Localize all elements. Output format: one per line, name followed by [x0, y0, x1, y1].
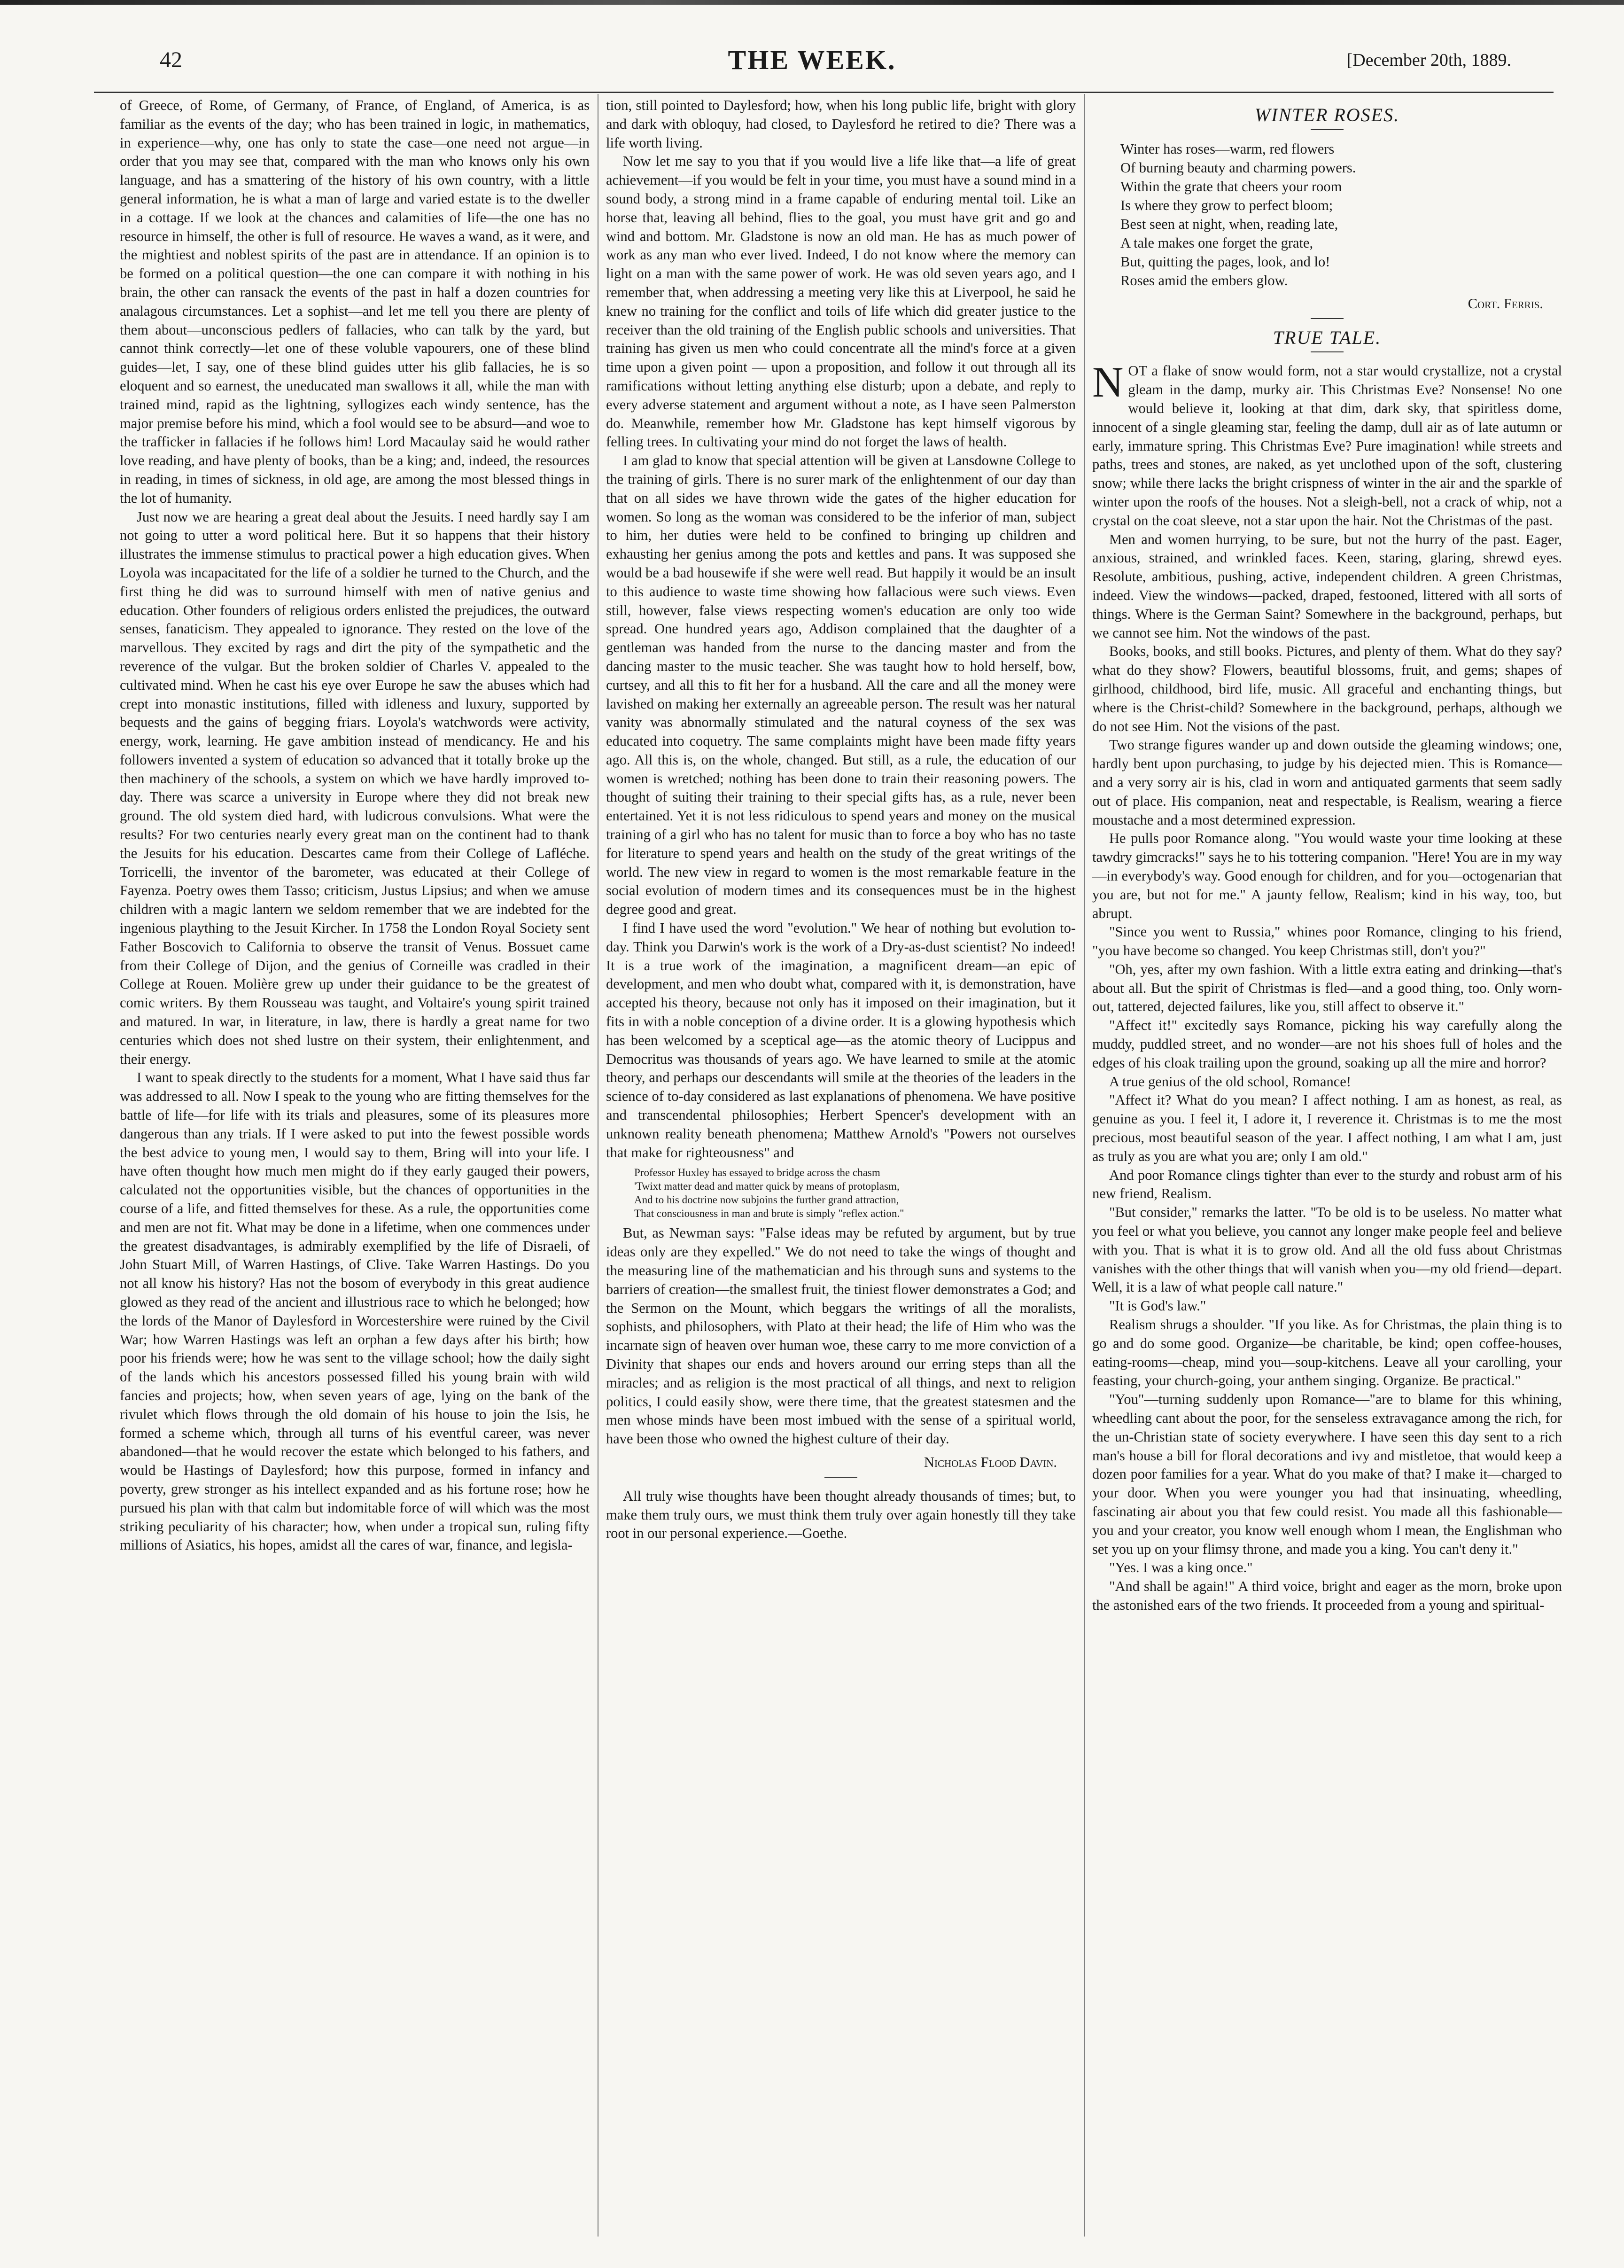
top-border: [0, 0, 1624, 5]
poem-line: Is where they grow to perfect bloom;: [1120, 197, 1333, 213]
paragraph: Realism shrugs a shoulder. "If you like. As for Christmas, the plain thing is to go and do some good. Organize—be charitable, be kind; open coffee-houses, eating-rooms—cheap, mind you—soup-kitchens. Leave all your carolling, your feasting, your church-going, your anthem singing. Organize. Be practical.": [1092, 1317, 1562, 1389]
paragraph: Just now we are hearing a great deal about the Jesuits. I need hardly say I am not going to utter a word political here. But it so happens that their history illustrates the immense stimulus to practical power a high education gives. When Loyola was incapacitated for the life of a soldier he turned to the Church, and the first thing he did was to surround himself with men of native genius and education. Other founders of religious orders enlisted the prejudices, the outward senses, fanaticism. They appealed to ignorance. They rested on the love of the marvellous. They excited by rags and dirt the pity of the sympathetic and the reverence of the vulgar. But the broken soldier of Charles V. appealed to the cultivated mind. When he cast his eye over Europe he saw the abuses which had crept into monastic institutions, filled with idleness and luxury, supported by bequests and the gains of begging friars. Loyola's watchwords were activity, energy, work, learning. He gave ambition instead of mendicancy. He and his followers invented a system of education so advanced that it totally broke up the then machinery of the schools, a system on which we have hardly improved to-day. There was scarce a university in Europe where they did not break new ground. The old system died hard, with ludicrous convulsions. What were the results? For two centuries nearly every great man on the continent had to thank the Jesuits for his education. Descartes came from their College of Lafléche. Torricelli, the inventor of the barometer, was educated at their College of Fayenza. Poetry owes them Tasso; criticism, Justus Lipsius; and when we amuse children with a magic lantern we seldom remember that we are indebted for the ingenious plaything to the Jesuit Kircher. In 1758 the London Royal Society sent Father Boscovich to California to observe the transit of Venus. Bossuet came from their College of Dijon, and the genius of Corneille was cradled in their College at Rouen. Molière grew up under their guidance to be the greatest of comic writers. By them Rousseau was taught, and Voltaire's young spirit trained and matured. In war, in literature, in law, there is hardly a great name for two centuries which does not shed lustre on their system, their enlightenment, and their energy.: [120, 508, 590, 1067]
paragraph: And poor Romance clings tighter than ever to the sturdy and robust arm of his new friend, Realism.: [1092, 1167, 1562, 1202]
verse-line: Professor Huxley has essayed to bridge across the chasm: [634, 1167, 880, 1179]
paragraph: Men and women hurrying, to be sure, but not the hurry of the past. Eager, anxious, strained, and wrinkled faces. Keen, staring, glaring, shrewd eyes. Resolute, ambitious, pushing, active, independent children. A green Christmas, indeed. View the windows—packed, draped, festooned, littered with all sorts of things. Where is the German Saint? Somewhere in the background, perhaps, but we cannot see him. Not the windows of the past.: [1092, 531, 1562, 641]
paragraph-text: OT a flake of snow would form, not a star would crystallize, not a crystal gleam in the damp, murky air. This Christmas Eve? Nonsense! No one would believe it, looking at that dim, dark sky, that spiritless dome, innocent of a single gleaming star, feeling the damp, dull air as of late autumn or early, immature spring. This Christmas Eve? Pure imagination! while streets and paths, trees and stones, are naked, as yet unclothed upon of the soft, clustering snow; while there lacks the bright crispness of winter in the air and the sparkle of winter upon the roofs of the houses. Not a sleigh-bell, not a crack of whip, not a crystal on the coat sleeve, not a star upon the hair. Not the Christmas of the past.: [1092, 363, 1562, 529]
poem-line: Roses amid the embers glow.: [1120, 272, 1288, 288]
poem-title: WINTER ROSES.: [1254, 104, 1400, 125]
section-divider: [1311, 318, 1344, 319]
paragraph: I am glad to know that special attention will be given at Lansdowne College to the training of girls. There is no surer mark of the enlightenment of our day than that on all sides we have thrown wide the gates of the higher education for women. So long as the woman was considered to be the inferior of man, subject to him, her duties were held to be confined to bringing up children and exhausting her genius among the pots and kettles and pans. It was supposed she would be a bad housewife if she were well read. But happily it would be an insult to this audience to waste time showing how fallacious were such views. Even still, however, false views respecting women's education are only too wide spread. One hundred years ago, Addison complained that the daughter of a gentleman was handed from the nurse to the dancing master and from the dancing master to the music teacher. She was taught how to hold herself, bow, curtsey, and all this to fit her for a husband. All the care and all the money were lavished on making her externally an agreeable person. The result was her natural vanity was abnormally stimulated and the natural coyness of the sex was educated into coquetry. The same complaints might have been made fifty years ago. All this is, on the whole, changed. But still, as a rule, the education of our women is wretched; nothing has been done to train their reasoning powers. The thought of suiting their training to their special gifts has, as a rule, never been entertained. Yet it is not less ridiculous to spend years and money on the musical training of a girl who has no talent for music than to force a boy who has no taste for literature to spend years and health on the study of the great writings of the world. The new view in regard to women is the most remarkable feature in the social evolution of modern times and its consequences must be in the highest degree good and great.: [606, 452, 1076, 918]
poem-line: Of burning beauty and charming powers.: [1120, 159, 1356, 176]
paragraph: I find I have used the word "evolution." We hear of nothing but evolution to-day. Think you Darwin's work is the work of a Dry-as-dust scientist? No indeed! It is a true work of the imagination, a magnificent dream—an epic of development, and men who doubt what, compared with it, is demonstration, have accepted his theory, because not only has it imposed on their imagination, but it fits in with a noble conception of a divine order. It is a glowing hypothesis which has been welcomed by a sceptical age—as the atomic theory of Lucippus and Democritus was thousands of years ago. We have learned to smile at the atomic theory, and perhaps our descendants will smile at the theories of the leaders in the science of to-day considered as last explanations of phenomena. We have positive and transcendental philosophies; Herbert Spencer's development with an unknown reality beneath phenomena; Matthew Arnold's "Powers not ourselves that make for righteousness" and: [606, 920, 1076, 1161]
paragraph: But, as Newman says: "False ideas may be refuted by argument, but by true ideas only are they expelled." We do not need to take the wings of thought and the measuring line of the mathematician and his through suns and systems to the barriers of creation—the smallest fruit, the tiniest flower demonstrates a God; and the Sermon on the Mount, which beggars the writings of all the moralists, sophists, and philosophers, with Plato at their head; the life of Him who was the incarnate sign of heaven over human woe, these carry to me more conviction of a Divinity that shapes our ends and hovers around our erring steps than all the miracles; and as religion is the most practical of all things, and next to religion politics, I could easily show, were there time, that the greatest statesmen and the men whose minds have been most imbued with the sense of a spiritual world, have been those who owned the highest culture of their day.: [606, 1225, 1076, 1447]
paragraph: "You"—turning suddenly upon Romance—"are to blame for this whining, wheedling cant about the poor, for the senseless extravagance among the rich, for the un-Christian state of society everywhere. I have seen this day sent to a rich man's house a bill for floral decorations and ivy and mistletoe, that would keep a dozen poor families for a year. What do you make of that? I make it—charged to your door. When you were younger you had that insinuating, wheedling, fascinating air about you that few could resist. You made all this fashionable—you and your creator, you know well enough whom I mean, the Englishman who set you up on your flimsy throne, and made you a king. You can't deny it.": [1092, 1391, 1562, 1557]
page-number: 42: [160, 47, 182, 72]
section-divider: [824, 1477, 857, 1478]
story-title: TRUE TALE.: [1273, 327, 1382, 348]
paragraph: A true genius of the old school, Romance!: [1109, 1073, 1352, 1090]
quoted-verse: [634, 1166, 1076, 1220]
drop-cap: N: [1092, 358, 1124, 406]
paragraph: Books, books, and still books. Pictures, and plenty of them. What do they say? what do they show? Flowers, beautiful blossoms, fruit, and gems; shapes of girlhood, childhood, bird life, music. All graceful and enchanting things, but where is the Christ-child? Somewhere in the background, perhaps, although we do not see Him. Not the visions of the past.: [1092, 643, 1562, 734]
paragraph: [1092, 358, 1562, 530]
paragraph: "Since you went to Russia," whines poor Romance, clinging to his friend, "you have become so changed. You keep Christmas still, don't you?": [1092, 924, 1562, 959]
winter-roses-poem: [1120, 140, 1562, 290]
poem-line: But, quitting the pages, look, and lo!: [1120, 253, 1330, 270]
masthead-title: THE WEEK.: [728, 45, 896, 75]
paragraph: He pulls poor Romance along. "You would waste your time looking at these tawdry gimcracks!" says he to his tottering companion. "Here! You are in my way—in everybody's way. Good enough for children, and for you—octogenarian that you are, but not for me." A jaunty fellow, Realism; kind in his way, too, but abrupt.: [1092, 830, 1562, 921]
verse-line: And to his doctrine now subjoins the further grand attraction,: [634, 1194, 899, 1206]
poem-line: Winter has roses—warm, red flowers: [1120, 140, 1335, 157]
goethe-quote: All truly wise thoughts have been thought already thousands of times; but, to make them truly ours, we must think them truly over again honestly till they take root in our personal experience.—Goethe.: [606, 1488, 1076, 1542]
paragraph: Two strange figures wander up and down outside the gleaming windows; one, hardly bent upon purchasing, to judge by his dejected mien. This is Romance—and a very sorry air is his, clad in worn and antiquated garments that seem sadly out of place. His companion, neat and respectable, is Realism, wearing a fierce moustache and a most determined expression.: [1092, 737, 1562, 828]
paragraph: "Affect it? What do you mean? I affect nothing. I am as honest, as real, as genuine as you. I feel it, I adore it, I reverence it. Christmas is to me the most precious, most beautiful season of the year. I affect nothing, I am what I am, just as truly as you are what you are; only I am old.": [1092, 1092, 1562, 1164]
verse-line: 'Twixt matter dead and matter quick by means of protoplasm,: [634, 1180, 900, 1192]
paragraph: "It is God's law.": [1109, 1298, 1206, 1314]
paragraph: "Oh, yes, after my own fashion. With a little extra eating and drinking—that's about all. But the spirit of Christmas is fled—and a good thing, too. Only worn-out, tattered, dejected failures, like you, still affect to observe it.": [1092, 961, 1562, 1015]
column-2: [606, 96, 1076, 1543]
poem-author: Cort. Ferris.: [1468, 295, 1543, 312]
paragraph: "But consider," remarks the latter. "To be old is to be useless. No matter what you feel or what you believe, you cannot any longer make people feel and believe with you. That is what it is to grow old. And all the old fuss about Christmas vanishes with the other things that will vanish when you—my old friend—depart. Well, it is a law of what people call nature.": [1092, 1204, 1562, 1295]
paragraph: of Greece, of Rome, of Germany, of France, of England, of America, is as familiar as the events of the day; who has been trained in logic, in mathematics, in experience—why, one has only to state the case—one need not argue—in order that you may see that, compared with the man who knows only his own language, and has a smattering of the history of his own country, with a little general information, he is what a man of large and varied estate is to the dweller in a cottage. If we look at the chances and calamities of life—the one has no resource in himself, the other is full of resource. He waves a wand, as it were, and the mightiest and noblest spirits of the past are in attendance. If an opinion is to be formed on a political question—the one can compare it with nothing in his brain, the other can ransack the events of the past in half a dozen countries for analagous circumstances. Let a sophist—and let me tell you there are plenty of them about—unconscious pedlers of fallacies, who can talk by the yard, but cannot think correctly—let one of these voluble vapourers, one of these blind guides—let, I say, one of these blind guides utter his glib fallacies, he is so eloquent and so earnest, the uneducated man swallows it all, while the man with trained mind, rapid as the lightning, syllogizes each windy sentence, has the major premise before his mind, which a fool would see to be absurd—and woe to the trafficker in fallacies if he follows him! Lord Macaulay said he would rather love reading, and have plenty of books, than be a king; and, indeed, the resources in reading, in times of sickness, in old age, are among the most blessed things in the lot of humanity.: [120, 97, 590, 506]
header-divider: [94, 92, 1554, 93]
poem-line: Best seen at night, when, reading late,: [1120, 216, 1338, 232]
issue-date: [December 20th, 1889.: [1346, 50, 1511, 70]
verse-line: That consciousness in man and brute is simply "reflex action.": [634, 1208, 904, 1220]
paragraph: I want to speak directly to the students for a moment, What I have said thus far was addressed to all. Now I speak to the young who are fitting themselves for the battle of life—for life with its trials and pleasures, some of its pleasures more dangerous than any trials. If I were asked to put into the fewest possible words the best advice to young men, I would say to them, Bring will into your life. I have often thought how much men might do if they early gauged their powers, calculated not the opportunities visible, but the chances of opportunities in the course of a life, and fitted themselves for these. As a rule, the opportunities come and men are not fit. What may be done in a lifetime, when one commences under the greatest disadvantages, is admirably exemplified by the life of Disraeli, of John Stuart Mill, of Warren Hastings, of Clive. Take Warren Hastings. Do you not all know his history? Has not the bosom of everybody in this great audience glowed as they read of the ancient and illustrious race to which he belonged; how the lords of the Manor of Daylesford in Worcestershire were ruined by the Civil War; how Warren Hastings was left an orphan a few days after his birth; how poor his friends were; how he was sent to the village school; how the daily sight of the lands which his ancestors possessed filled his young brain with wild fancies and projects; how, when seven years of age, lying on the bank of the rivulet which flows through the old domain of his house to join the Isis, he formed a scheme which, through all turns of his eventful career, was never abandoned—that he would recover the estate which belonged to his fathers, and would be Hastings of Daylesford; how this purpose, formed in infancy and poverty, grew stronger as his intellect expanded and as his fortune rose; how he pursued his plan with that calm but indomitable force of will which was the most striking peculiarity of his character; how, when under a tropical sun, ruling fifty millions of Asiatics, his hopes, amidst all the cares of war, finance, and legisla-: [120, 1069, 590, 1553]
paragraph: Now let me say to you that if you would live a life like that—a life of great achievement—if you would be felt in your time, you must have a sound mind in a sound body, a strong mind in a frame capable of enduring mental toil. Like an horse that, leaving all behind, flies to the goal, you must have grit and go and wind and bottom. Mr. Gladstone is now an old man. He has as much power of work as any man who ever lived. Indeed, I do not know where the memory can light on a man with the same power of work. He was old seven years ago, and I remember that, when addressing a meeting very like this at Liverpool, he said he knew no training for the conflict and toils of life which did greater justice to the receiver than the old training of the English public schools and universities. That training has given us men who could concentrate all the mind's force at a given time upon a given point — upon a proposition, and follow it out through all its ramifications without letting anything else disturb; upon a debate, and reply to every adverse statement and argument without a note, as I have seen Palmerston do. Meanwhile, remember how Mr. Gladstone has kept himself vigorous by felling trees. In cultivating your mind do not forget the laws of health.: [606, 153, 1076, 450]
paragraph: "Yes. I was a king once.": [1109, 1559, 1253, 1576]
poem-line: Within the grate that cheers your room: [1120, 178, 1342, 195]
poem-line: A tale makes one forget the grate,: [1120, 234, 1313, 251]
page-header: [94, 38, 1530, 89]
title-rule: [1311, 129, 1344, 130]
column-1: [120, 96, 590, 1555]
paragraph: tion, still pointed to Daylesford; how, when his long public life, bright with glory and dark with obloquy, had closed, to Daylesford he retired to die? There was a life worth living.: [606, 97, 1076, 151]
column-divider: [1084, 94, 1085, 2237]
paragraph: "Affect it!" excitedly says Romance, picking his way carefully along the muddy, puddled street, and no wonder—are not his shoes full of holes and the edges of his cloak trailing upon the ground, soaking up all the mire and horror?: [1092, 1017, 1562, 1071]
author-signature: Nicholas Flood Davin.: [924, 1454, 1057, 1470]
title-rule: [1311, 351, 1344, 352]
column-3: [1092, 96, 1562, 1615]
paragraph: "And shall be again!" A third voice, bright and eager as the morn, broke upon the astonished ears of the two friends. It proceeded from a young and spiritual-: [1092, 1578, 1562, 1613]
